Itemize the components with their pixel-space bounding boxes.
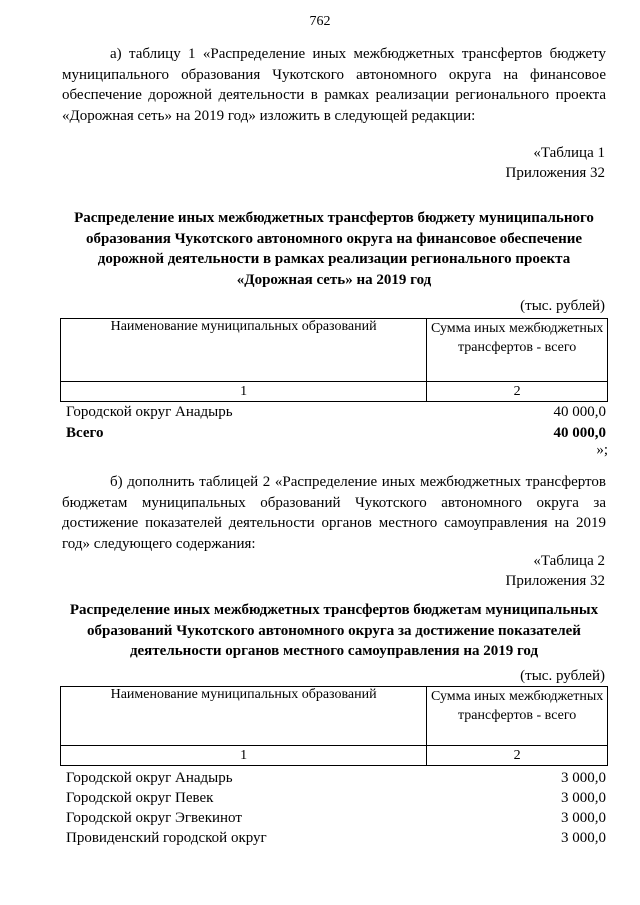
table-2-col2-num: 2 [427, 746, 608, 766]
table-row [66, 788, 606, 808]
table-1-title: Распределение иных межбюджетных трансфертов бюджету муниципального образования Чукотского автономного округа на финансовое обеспечение дорожной деятельности в рамках реализации регионального проекта «Дорожная сеть» на 2019 год [74, 210, 594, 288]
table-2-row-name: Городской округ Эгвекинот [66, 810, 242, 826]
table-2-col1-header: Наименование муниципальных образований [61, 687, 427, 746]
table-1-ref: «Таблица 1 [533, 145, 605, 161]
table-1-end-mark: »; [596, 442, 608, 458]
section-b-intro-text: б) дополнить таблицей 2 «Распределение иных межбюджетных трансфертов бюджетам муниципальных образований Чукотского автономного округа за достижение показателей деятельности органов местного самоуправления на 2019 год» следующего содержания: [62, 474, 606, 552]
section-b-intro [62, 472, 606, 554]
table-2-row-value: 3 000,0 [561, 810, 606, 826]
table-1-total-value: 40 000,0 [553, 425, 606, 441]
table-1-row-value: 40 000,0 [553, 404, 606, 420]
table-row [66, 768, 606, 788]
table-1-units: (тыс. рублей) [520, 298, 605, 314]
table-1-col1-num: 1 [61, 382, 427, 402]
table-1-header [60, 318, 608, 402]
table-2-row-name: Городской округ Анадырь [66, 770, 233, 786]
section-a-intro [62, 44, 606, 126]
table-2-row-value: 3 000,0 [561, 790, 606, 806]
table-2-row-value: 3 000,0 [561, 830, 606, 846]
table-1-total-label: Всего [66, 425, 104, 441]
table-1-appendix-ref: Приложения 32 [505, 165, 605, 181]
table-2-units: (тыс. рублей) [520, 668, 605, 684]
table-2-row-name: Городской округ Певек [66, 790, 214, 806]
table-2-col2-header: Сумма иных межбюджетных трансфертов - всего [427, 687, 608, 746]
table-row [66, 808, 606, 828]
table-row [66, 828, 606, 848]
table-1-row-name: Городской округ Анадырь [66, 404, 233, 420]
table-1-col2-num: 2 [427, 382, 608, 402]
section-a-intro-text: а) таблицу 1 «Распределение иных межбюджетных трансфертов бюджету муниципального образования Чукотского автономного округа на финансовое обеспечение дорожной деятельности в рамках реализации регионального проекта «Дорожная сеть» на 2019 год» изложить в следующей редакции: [62, 46, 606, 124]
table-2-row-value: 3 000,0 [561, 770, 606, 786]
table-1-col2-header: Сумма иных межбюджетных трансфертов - всего [427, 319, 608, 382]
table-1-col1-header: Наименование муниципальных образований [61, 319, 427, 382]
table-2-header [60, 686, 608, 766]
table-2-appendix-ref: Приложения 32 [505, 573, 605, 589]
table-1-total-row [66, 423, 606, 443]
table-row [66, 402, 606, 422]
table-2-title: Распределение иных межбюджетных трансфертов бюджетам муниципальных образований Чукотского автономного округа за достижение показателей деятельности органов местного самоуправления на 2019 год [69, 602, 599, 659]
table-2-row-name: Провиденский городской округ [66, 830, 267, 846]
page-number: 762 [309, 14, 331, 29]
table-2-ref: «Таблица 2 [533, 553, 605, 569]
table-2-col1-num: 1 [61, 746, 427, 766]
